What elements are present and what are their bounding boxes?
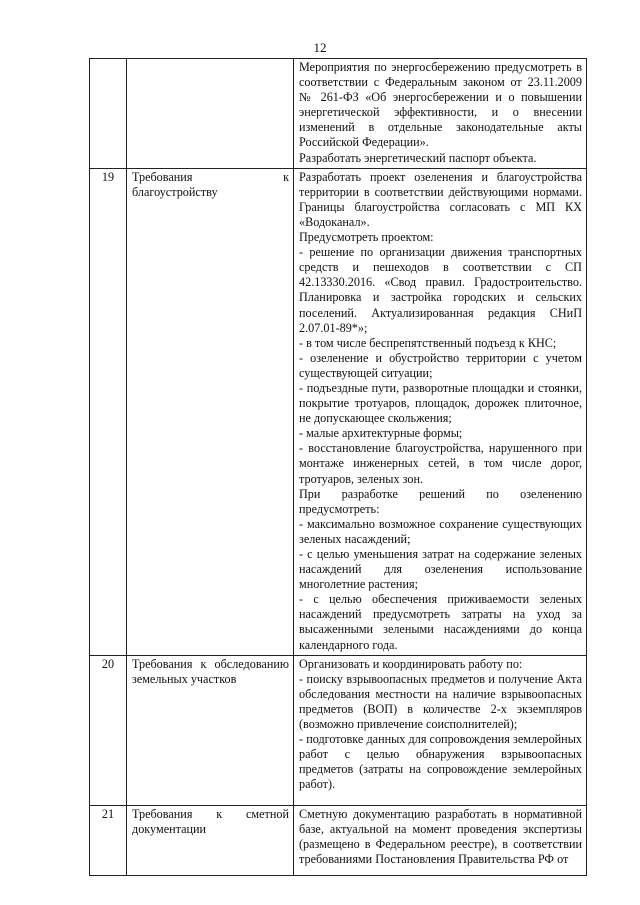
requirement-description [294, 655, 587, 805]
requirement-description [294, 59, 587, 169]
requirement-name: Требования к обследованию земельных участков [127, 655, 294, 805]
paragraph: - озеленение и обустройство территории с учетом существующей ситуации; [299, 350, 582, 380]
page-number: 12 [313, 40, 327, 55]
paragraph: Разработать проект озеленения и благоустройства территории в соответствии действующими нормами. Границы благоустройства согласовать с МП КХ «Водоканал». [299, 169, 582, 229]
paragraph: - решение по организации движения транспортных средств и пешеходов в соответствии с СП 42.13330.2016. «Свод правил. Градостроительство. Планировка и застройка городских и сельских поселений. Актуализированная редакция СНиП 2.07.01-89*»; [299, 245, 582, 335]
paragraph: - поиску взрывоопасных предметов и получение Акта обследования местности на наличие взрывоопасных предметов (ВОП) в количестве 2-х экземпляров (возможно привлечение соисполнителей); [299, 671, 582, 732]
paragraph: Организовать и координировать работу по: [299, 656, 523, 671]
table-row [90, 805, 587, 875]
paragraph: - с целью уменьшения затрат на содержание зеленых насаждений для озеленения использование многолетние растения; [299, 547, 582, 592]
paragraph: Мероприятия по энергосбережению предусмотреть в соответствии с Федеральным законом от 23.11.2009 № 261-ФЗ «Об энергосбережении и о повышении энергетической эффективности, и о внесении изменений в отдельные законодательные акты Российской Федерации». [299, 60, 582, 150]
paragraph: - восстановление благоустройства, нарушенного при монтаже инженерных сетей, в том числе дорог, тротуаров, зеленых зон. [299, 441, 582, 486]
row-number: 21 [90, 805, 127, 875]
paragraph: - подготовке данных для сопровождения землеройных работ с целью обнаружения взрывоопасных предметов (затраты на сопровождение землеройных работ). [299, 732, 582, 792]
paragraph: Разработать энергетический паспорт объекта. [299, 150, 537, 165]
paragraph: Предусмотреть проектом: [299, 230, 434, 245]
paragraph: - подъездные пути, разворотные площадки и стоянки, покрытие тротуаров, площадок, дорожек плиточное, не допускающее скольжения; [299, 380, 582, 426]
requirement-name [127, 59, 294, 169]
paragraph: - малые архитектурные формы; [299, 426, 463, 441]
table-row [90, 59, 587, 169]
paragraph: Сметную документацию разработать в нормативной базе, актуальной на момент проведения экспертизы (размещено в Федеральном реестре), в соответствии требованиями Постановления Правительства РФ от [299, 806, 582, 866]
paragraph: - в том числе беспрепятственный подъезд к КНС; [299, 335, 557, 350]
row-number: 20 [90, 655, 127, 805]
paragraph: При разработке решений по озеленению предусмотреть: [299, 486, 582, 516]
row-number [90, 59, 127, 169]
requirement-description [294, 805, 587, 875]
table-row [90, 168, 587, 655]
paragraph: - с целью обеспечения приживаемости зеленых насаждений предусмотреть затраты на уход за высаженными зелеными насаждениями до конца календарного года. [299, 592, 582, 652]
row-number: 19 [90, 168, 127, 655]
paragraph: - максимально возможное сохранение существующих зеленых насаждений; [299, 516, 582, 546]
requirement-name: Требования к благоустройству [127, 168, 294, 655]
requirement-description [294, 168, 587, 655]
requirement-name: Требования к сметной документации [127, 805, 294, 875]
requirements-table [89, 58, 587, 876]
table-row [90, 655, 587, 805]
